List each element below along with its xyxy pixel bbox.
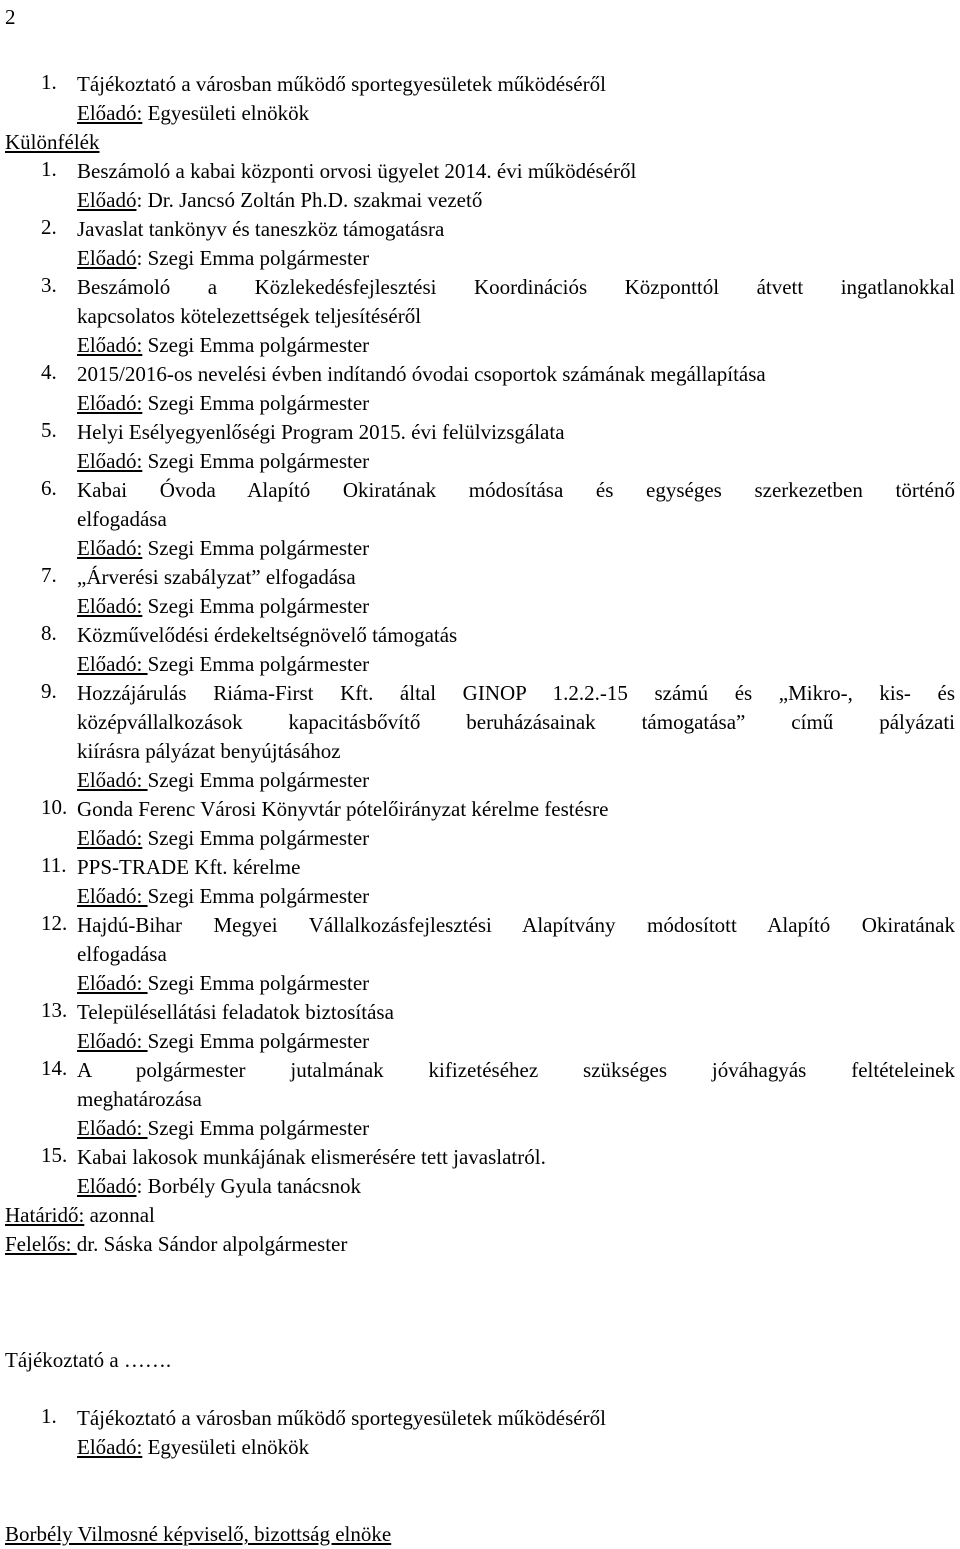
item-number: 12. [41, 911, 68, 935]
item-number: 6. [41, 476, 57, 500]
agenda-item [5, 911, 955, 998]
agenda-item [5, 563, 955, 621]
presenter-label: Előadó: [77, 971, 148, 995]
item-number: 14. [41, 1056, 68, 1080]
item-number: 10. [41, 795, 68, 819]
presenter-line [77, 186, 955, 215]
presenter-line [77, 882, 955, 911]
item-number: 2. [41, 215, 57, 239]
item-number: 1. [41, 1404, 57, 1428]
agenda-item [5, 418, 955, 476]
item-number: 5. [41, 418, 57, 442]
item-body [77, 621, 955, 679]
presenter-label: Előadó: [77, 449, 143, 473]
document-body [5, 70, 955, 1549]
item-body [77, 679, 955, 795]
item-title-line: középvállalkozások kapacitásbővítő beruházásainak támogatása” című pályázati [77, 710, 955, 734]
presenter-line [77, 592, 955, 621]
item-title-line: elfogadása [77, 942, 167, 966]
presenter-name: Szegi Emma polgármester [147, 971, 370, 995]
item-title-line: 2015/2016-os nevelési évben indítandó óvodai csoportok számának megállapítása [77, 362, 766, 386]
item-number: 7. [41, 563, 57, 587]
item-body [77, 418, 955, 476]
presenter-name: Szegi Emma polgármester [142, 536, 370, 560]
item-title-line: Javaslat tankönyv és taneszköz támogatásra [77, 217, 445, 241]
item-number: 1. [41, 70, 57, 94]
page-number: 2 [5, 5, 16, 29]
agenda-item [5, 476, 955, 563]
presenter-name: Szegi Emma polgármester [147, 1029, 370, 1053]
presenter-name: Egyesületi elnökök [142, 101, 310, 125]
item-title-line: elfogadása [77, 507, 167, 531]
deadline-line [5, 1201, 955, 1230]
agenda-item [5, 853, 955, 911]
presenter-label: Előadó: [77, 826, 143, 850]
presenter-line [77, 534, 955, 563]
agenda-item [5, 70, 955, 128]
presenter-label: Előadó: [77, 594, 143, 618]
agenda-item [5, 795, 955, 853]
item-title-line: Beszámoló a kabai központi orvosi ügyelet 2014. évi működéséről [77, 159, 637, 183]
presenter-name: Egyesületi elnökök [142, 1435, 310, 1459]
presenter-name: Szegi Emma polgármester [147, 1116, 370, 1140]
presenter-line [77, 99, 955, 128]
section-title: Különfélék [5, 130, 100, 154]
agenda-item [5, 273, 955, 360]
presenter-label: Előadó: [77, 101, 143, 125]
signature: Borbély Vilmosné képviselő, bizottság elnöke [5, 1522, 392, 1546]
agenda-item [5, 360, 955, 418]
presenter-label: Előadó: [77, 1029, 148, 1053]
item-body [77, 70, 955, 128]
deadline-label: Határidő: [5, 1203, 85, 1227]
item-title-line: Hozzájárulás Riáma-First Kft. által GINOP 1.2.2.-15 számú és „Mikro-, kis- és [77, 681, 955, 705]
presenter-line [77, 447, 955, 476]
spacer [5, 1288, 955, 1317]
responsible-label: Felelős: [5, 1232, 77, 1256]
item-title-line: A polgármester jutalmának kifizetéséhez szükséges jóváhagyás feltételeinek [77, 1058, 955, 1082]
item-body [77, 157, 955, 215]
item-body [77, 853, 955, 911]
presenter-line [77, 1172, 955, 1201]
agenda-item [5, 998, 955, 1056]
agenda-item [5, 679, 955, 795]
spacer [5, 1491, 955, 1520]
presenter-line [77, 244, 955, 273]
info-agenda-list [5, 1404, 955, 1462]
presenter-label: Előadó: [77, 1116, 148, 1140]
agenda-item [5, 1056, 955, 1143]
item-title-line: Kabai lakosok munkájának elismerésére tett javaslatról. [77, 1145, 546, 1169]
presenter-line [77, 650, 955, 679]
item-number: 8. [41, 621, 57, 645]
presenter-name: Szegi Emma polgármester [142, 826, 370, 850]
presenter-label: Előadó: [77, 536, 143, 560]
responsible-value: dr. Sáska Sándor alpolgármester [76, 1232, 348, 1256]
info-heading: Tájékoztató a ……. [5, 1348, 172, 1372]
presenter-name: Szegi Emma polgármester [147, 884, 370, 908]
presenter-line [77, 389, 955, 418]
presenter-name: Szegi Emma polgármester [142, 333, 370, 357]
item-title-line: Közművelődési érdekeltségnövelő támogatás [77, 623, 458, 647]
presenter-line [77, 331, 955, 360]
item-title-line: „Árverési szabályzat” elfogadása [77, 565, 356, 589]
presenter-label: Előadó: [77, 333, 143, 357]
agenda-item [5, 157, 955, 215]
presenter-label: Előadó [77, 188, 137, 212]
presenter-label: Előadó: [77, 1435, 143, 1459]
item-number: 13. [41, 998, 68, 1022]
spacer [5, 1375, 955, 1404]
presenter-name: Szegi Emma polgármester [142, 594, 370, 618]
responsible-line [5, 1230, 955, 1259]
item-body [77, 273, 955, 360]
presenter-label: Előadó: [77, 652, 148, 676]
item-title-line: Településellátási feladatok biztosítása [77, 1000, 394, 1024]
presenter-name: : Dr. Jancsó Zoltán Ph.D. szakmai vezető [136, 188, 483, 212]
item-title-line: Gonda Ferenc Városi Könyvtár pótelőirányzat kérelme festésre [77, 797, 609, 821]
agenda-item [5, 1404, 955, 1462]
presenter-name: Szegi Emma polgármester [142, 449, 370, 473]
item-number: 1. [41, 157, 57, 181]
presenter-name: Szegi Emma polgármester [147, 652, 370, 676]
item-body [77, 215, 955, 273]
agenda-item [5, 621, 955, 679]
item-body [77, 360, 955, 418]
presenter-label: Előadó: [77, 768, 148, 792]
item-title-line: Beszámoló a Közlekedésfejlesztési Koordinációs Központtól átvett ingatlanokkal [77, 275, 955, 299]
spacer [5, 1317, 955, 1346]
presenter-label: Előadó [77, 246, 137, 270]
item-body [77, 563, 955, 621]
presenter-line [77, 1433, 955, 1462]
item-number: 3. [41, 273, 57, 297]
item-title-line: kiírásra pályázat benyújtásához [77, 739, 341, 763]
spacer [5, 1259, 955, 1288]
item-title-line: Helyi Esélyegyenlőségi Program 2015. évi felülvizsgálata [77, 420, 565, 444]
item-body [77, 476, 955, 563]
item-body [77, 1404, 955, 1462]
presenter-label: Előadó [77, 1174, 137, 1198]
top-agenda-list [5, 70, 955, 128]
presenter-line [77, 969, 955, 998]
presenter-line [77, 1027, 955, 1056]
item-body [77, 1143, 955, 1201]
presenter-label: Előadó: [77, 884, 148, 908]
agenda-list [5, 157, 955, 1201]
item-number: 9. [41, 679, 57, 703]
presenter-line [77, 1114, 955, 1143]
presenter-name: Szegi Emma polgármester [142, 391, 370, 415]
presenter-name: : Szegi Emma polgármester [136, 246, 370, 270]
deadline-value: azonnal [84, 1203, 155, 1227]
item-body [77, 795, 955, 853]
item-number: 11. [41, 853, 67, 877]
item-title-line: kapcsolatos kötelezettségek teljesítéséről [77, 304, 422, 328]
item-title-line: Kabai Óvoda Alapító Okiratának módosítása és egységes szerkezetben történő [77, 478, 955, 502]
item-number: 4. [41, 360, 57, 384]
presenter-line [77, 766, 955, 795]
presenter-label: Előadó: [77, 391, 143, 415]
item-title-line: Tájékoztató a városban működő sportegyesületek működéséről [77, 1406, 606, 1430]
item-title-line: Tájékoztató a városban működő sportegyesületek működéséről [77, 72, 606, 96]
item-title-line: meghatározása [77, 1087, 202, 1111]
item-number: 15. [41, 1143, 68, 1167]
item-title-line: PPS-TRADE Kft. kérelme [77, 855, 301, 879]
presenter-name: : Borbély Gyula tanácsnok [136, 1174, 362, 1198]
presenter-line [77, 824, 955, 853]
item-body [77, 998, 955, 1056]
item-title-line: Hajdú-Bihar Megyei Vállalkozásfejlesztési Alapítvány módosított Alapító Okiratának [77, 913, 955, 937]
agenda-item [5, 215, 955, 273]
item-body [77, 911, 955, 998]
item-body [77, 1056, 955, 1143]
agenda-item [5, 1143, 955, 1201]
presenter-name: Szegi Emma polgármester [147, 768, 370, 792]
spacer [5, 1462, 955, 1491]
